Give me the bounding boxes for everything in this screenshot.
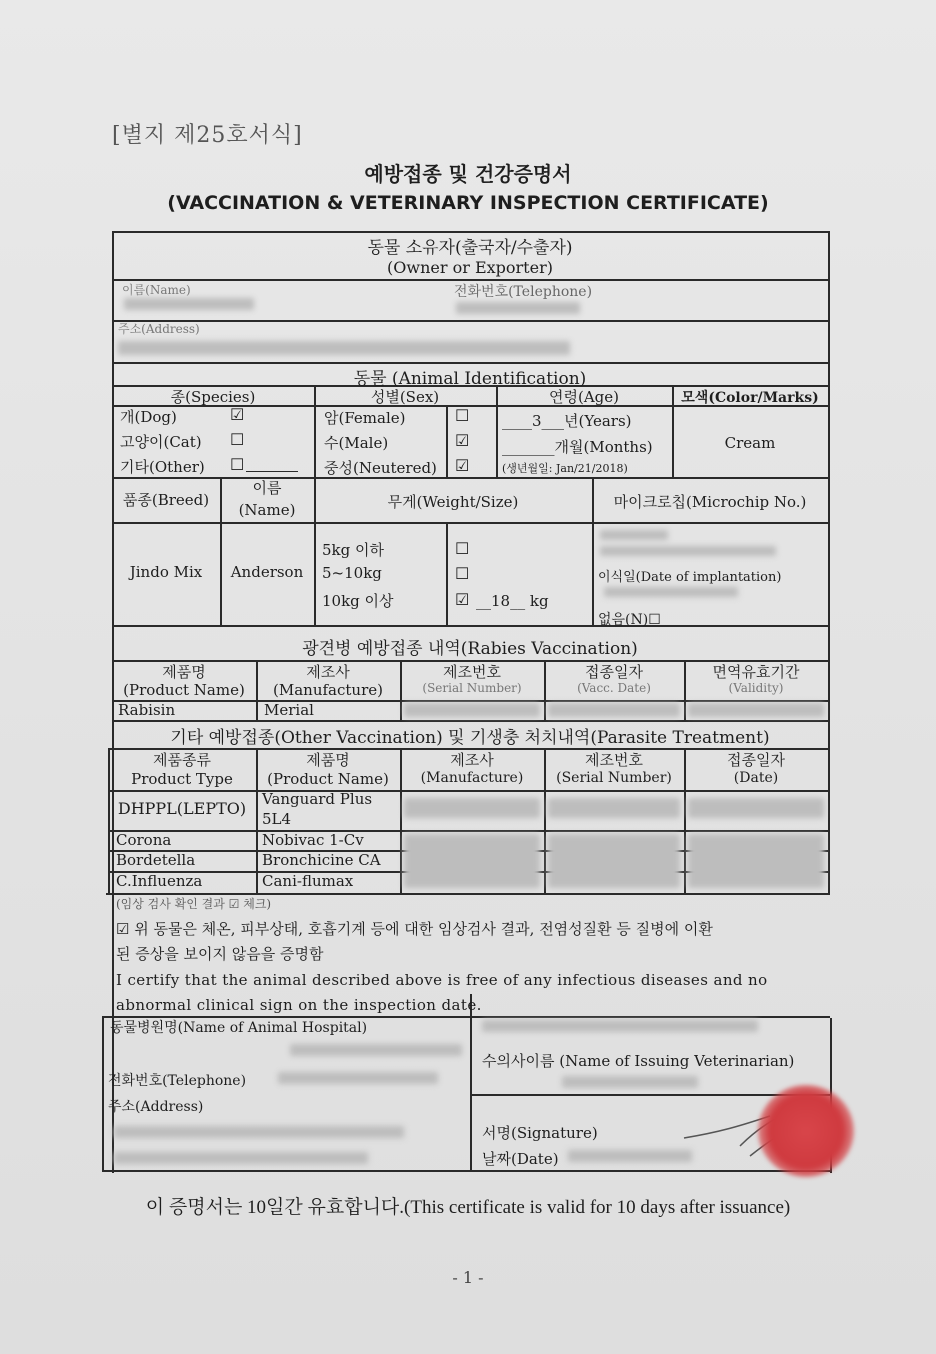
owner-name-redacted: [124, 298, 254, 310]
rabies-header-date-en: (Vacc. Date): [577, 681, 651, 695]
other-row-4-type: C.Influenza: [116, 872, 203, 890]
other-header-date-ko: 접종일자: [727, 751, 785, 769]
rabies-header-validity-en: (Validity): [728, 681, 784, 695]
microchip-header: 마이크로칩(Microchip No.): [613, 493, 807, 511]
other-row-2-type: Corona: [116, 831, 172, 849]
weight-option-1-checkbox[interactable]: ☐: [455, 539, 470, 558]
other-header-product-en: (Product Name): [267, 770, 389, 788]
rabies-product: Rabisin: [118, 701, 176, 719]
weight-option-2-checkbox[interactable]: ☐: [455, 564, 470, 583]
rabies-date-redacted: [548, 703, 680, 717]
rabies-serial-redacted: [404, 703, 540, 717]
weight-option-2: 5~10kg: [322, 564, 382, 582]
official-seal-stamp: [758, 1085, 854, 1177]
sex-female: 암(Female): [324, 409, 406, 427]
inspection-label: (임상 검사 확인 결과 ☑ 체크): [116, 897, 272, 911]
hospital-name-label: 동물병원명(Name of Animal Hospital): [110, 1020, 368, 1036]
weight-option-1: 5kg 이하: [322, 541, 384, 559]
other-rows-serial-redacted: [548, 834, 680, 888]
sex-neutered: 중성(Neutered): [324, 459, 437, 477]
species-header: 종(Species): [170, 388, 256, 406]
hospital-address-label: 주소(Address): [108, 1099, 204, 1115]
implantation-label: 이식일(Date of implantation): [598, 570, 782, 585]
species-dog-checkbox[interactable]: ☑: [230, 405, 245, 424]
hospital-name-redacted: [290, 1044, 462, 1056]
owner-section-title-en: (Owner or Exporter): [387, 258, 553, 277]
age-header: 연령(Age): [549, 388, 619, 406]
owner-phone-redacted: [456, 302, 580, 314]
hospital-address-redacted-2: [114, 1152, 368, 1164]
title-english: (VACCINATION & VETERINARY INSPECTION CERTIFICATE): [167, 192, 769, 214]
hospital-address-redacted-1: [114, 1126, 404, 1138]
other-row-3-product: Bronchicine CA: [262, 851, 381, 869]
other-row-2-product: Nobivac 1-Cv: [262, 831, 364, 849]
owner-phone-label: 전화번호(Telephone): [454, 284, 593, 300]
name-header-ko: 이름: [252, 479, 282, 497]
color-header: 모색(Color/Marks): [681, 390, 819, 406]
signature-label: 서명(Signature): [482, 1124, 598, 1142]
species-cat-checkbox[interactable]: ☐: [230, 430, 245, 449]
issue-date-redacted: [568, 1150, 692, 1162]
sex-male-checkbox[interactable]: ☑: [455, 431, 470, 450]
date-of-birth: (생년월일: Jan/21/2018): [502, 462, 628, 475]
other-row-1-product: Vanguard Plus: [262, 790, 373, 808]
other-header-date-en: (Date): [733, 770, 779, 786]
date-label: 날짜(Date): [482, 1150, 559, 1168]
rabies-header-serial-en: (Serial Number): [422, 681, 522, 695]
age-months: _______개월(Months): [502, 438, 653, 456]
breed-value: Jindo Mix: [129, 563, 203, 581]
weight-header: 무게(Weight/Size): [387, 493, 519, 511]
rabies-header-product-ko: 제품명: [162, 663, 206, 681]
breed-header: 품종(Breed): [122, 491, 210, 509]
rabies-manufacture: Merial: [264, 701, 314, 719]
sex-header: 성별(Sex): [370, 388, 440, 406]
other-row-1-date-redacted: [688, 798, 824, 818]
microchip-redacted: [600, 530, 668, 540]
other-header-manufacture-ko: 제조사: [450, 751, 494, 769]
rabies-header-serial-ko: 제조번호: [443, 663, 501, 681]
other-rows-manufacture-redacted: [404, 834, 540, 888]
sex-male: 수(Male): [324, 434, 389, 452]
rabies-section-title: 광견병 예방접종 내역(Rabies Vaccination): [302, 639, 638, 659]
owner-address-redacted: [118, 341, 570, 355]
owner-address-label: 주소(Address): [118, 322, 200, 336]
validity-notice: 이 증명서는 10일간 유효합니다.(This certificate is valid for 10 days after issuance): [145, 1197, 791, 1218]
species-dog: 개(Dog): [120, 408, 177, 426]
rabies-header-manufacture-en: (Manufacture): [273, 681, 383, 699]
weight-value: __18__ kg: [476, 592, 549, 610]
other-header-type-en: Product Type: [131, 770, 233, 788]
name-header-en: (Name): [238, 501, 296, 519]
owner-name-label: 이름(Name): [122, 283, 191, 297]
hospital-phone-redacted: [278, 1072, 438, 1084]
animal-section-title: 동물 (Animal Identification): [353, 369, 587, 389]
rabies-validity-redacted: [688, 703, 824, 717]
sex-female-checkbox[interactable]: ☐: [455, 406, 470, 425]
implantation-date-redacted: [604, 587, 738, 597]
color-value: Cream: [724, 434, 776, 452]
other-header-product-ko: 제품명: [306, 751, 350, 769]
rabies-header-manufacture-ko: 제조사: [306, 663, 350, 681]
other-section-title: 기타 예방접종(Other Vaccination) 및 기생충 처치내역(Parasite Treatment): [170, 728, 770, 748]
veterinarian-redacted: [562, 1076, 698, 1088]
sex-neutered-checkbox[interactable]: ☑: [455, 456, 470, 475]
other-row-1-type: DHPPL(LEPTO): [117, 799, 247, 818]
other-header-serial-en: (Serial Number): [556, 770, 672, 786]
other-row-1-serial-redacted: [548, 798, 680, 818]
form-number: [별지 제25호서식]: [112, 123, 303, 148]
other-header-type-ko: 제품종류: [153, 751, 211, 769]
species-cat: 고양이(Cat): [120, 433, 202, 451]
weight-option-3: 10kg 이상: [322, 592, 394, 610]
inspection-english-line-1: I certify that the animal described above is free of any infectious diseases and no: [116, 971, 768, 989]
other-header-serial-ko: 제조번호: [585, 751, 643, 769]
age-years: ____3___년(Years): [502, 412, 632, 430]
microchip-number-redacted: [600, 546, 776, 556]
other-rows-date-redacted: [688, 834, 824, 888]
species-other: 기타(Other): [120, 458, 205, 476]
other-header-manufacture-en: (Manufacture): [420, 770, 524, 786]
owner-section-title-ko: 동물 소유자(출국자/수출자): [367, 238, 573, 258]
name-value: Anderson: [230, 563, 304, 581]
other-row-3-type: Bordetella: [116, 851, 196, 869]
veterinarian-name-redacted: [482, 1020, 758, 1032]
title-korean: 예방접종 및 건강증명서: [364, 162, 572, 186]
rabies-header-validity-ko: 면역유효기간: [712, 663, 800, 681]
veterinarian-name-label: 수의사이름 (Name of Issuing Veterinarian): [482, 1052, 795, 1070]
inspection-korean-line-2: 된 증상을 보이지 않음을 증명함: [116, 945, 324, 963]
other-row-4-product: Cani-flumax: [262, 872, 354, 890]
inspection-korean-line-1: ☑ 위 동물은 체온, 피부상태, 호흡기계 등에 대한 임상검사 결과, 전염성질환 등 질병에 이환: [116, 920, 713, 938]
page-number: - 1 -: [452, 1268, 484, 1287]
other-row-1-product-line2: 5L4: [262, 810, 292, 828]
hospital-phone-label: 전화번호(Telephone): [108, 1073, 247, 1089]
inspection-english-line-2: abnormal clinical sign on the inspection date.: [116, 996, 482, 1014]
rabies-header-date-ko: 접종일자: [585, 663, 643, 681]
species-other-checkbox[interactable]: ☐: [230, 455, 245, 474]
weight-option-3-checkbox[interactable]: ☑: [455, 590, 470, 609]
microchip-none: 없음(N)☐: [598, 612, 661, 628]
rabies-header-product-en: (Product Name): [123, 681, 245, 699]
other-row-1-manufacture-redacted: [404, 798, 540, 818]
